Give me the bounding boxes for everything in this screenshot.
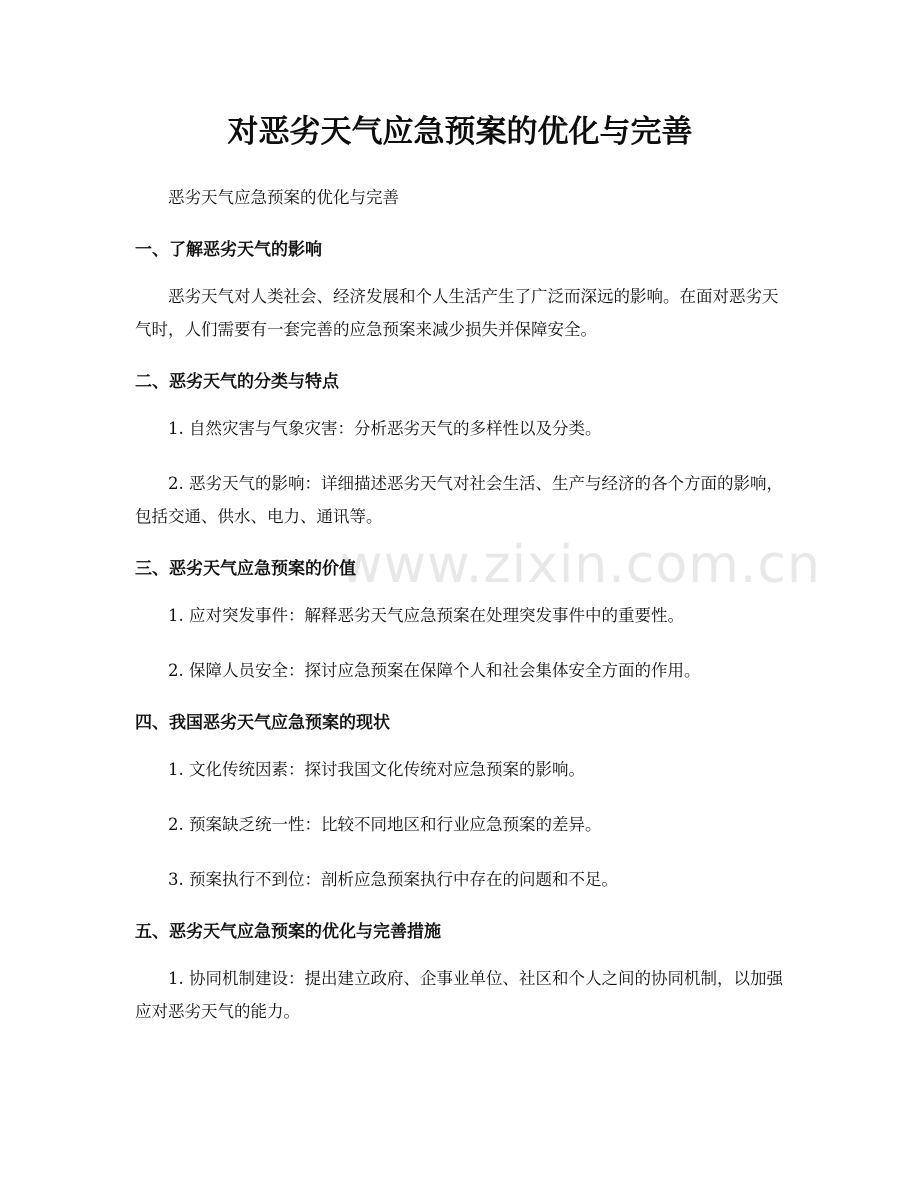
section-heading-4: 四、我国恶劣天气应急预案的现状 xyxy=(135,713,390,733)
section-5-paragraph-1: 1. 协同机制建设：提出建立政府、企事业单位、社区和个人之间的协同机制，以加强应对恶劣天气的能力。 xyxy=(135,969,783,1021)
document-body xyxy=(135,181,785,1028)
document-title: 对恶劣天气应急预案的优化与完善 xyxy=(227,114,693,150)
section-3-paragraph-1: 1. 应对突发事件：解释恶劣天气应急预案在处理突发事件中的重要性。 xyxy=(168,606,684,625)
section-4-paragraph-2: 2. 预案缺乏统一性：比较不同地区和行业应急预案的差异。 xyxy=(168,815,602,834)
section-2-paragraph-2: 2. 恶劣天气的影响：详细描述恶劣天气对社会生活、生产与经济的各个方面的影响，包括交通、供水、电力、通讯等。 xyxy=(135,474,783,526)
section-1-paragraph-1: 恶劣天气对人类社会、经济发展和个人生活产生了广泛而深远的影响。在面对恶劣天气时，人们需要有一套完善的应急预案来减少损失并保障安全。 xyxy=(135,287,779,339)
section-4-paragraph-3: 3. 预案执行不到位：剖析应急预案执行中存在的问题和不足。 xyxy=(168,870,618,889)
section-heading-5: 五、恶劣天气应急预案的优化与完善措施 xyxy=(135,922,441,942)
section-2-paragraph-1: 1. 自然灾害与气象灾害：分析恶劣天气的多样性以及分类。 xyxy=(168,419,602,438)
section-4-paragraph-1: 1. 文化传统因素：探讨我国文化传统对应急预案的影响。 xyxy=(168,760,585,779)
section-3-paragraph-2: 2. 保障人员安全：探讨应急预案在保障个人和社会集体安全方面的作用。 xyxy=(168,661,701,680)
section-heading-3: 三、恶劣天气应急预案的价值 xyxy=(135,559,356,579)
section-heading-2: 二、恶劣天气的分类与特点 xyxy=(135,372,339,392)
section-heading-1: 一、了解恶劣天气的影响 xyxy=(135,240,322,260)
document-subtitle: 恶劣天气应急预案的优化与完善 xyxy=(168,188,399,207)
watermark-text: www.zixin.com.cn xyxy=(340,535,821,595)
